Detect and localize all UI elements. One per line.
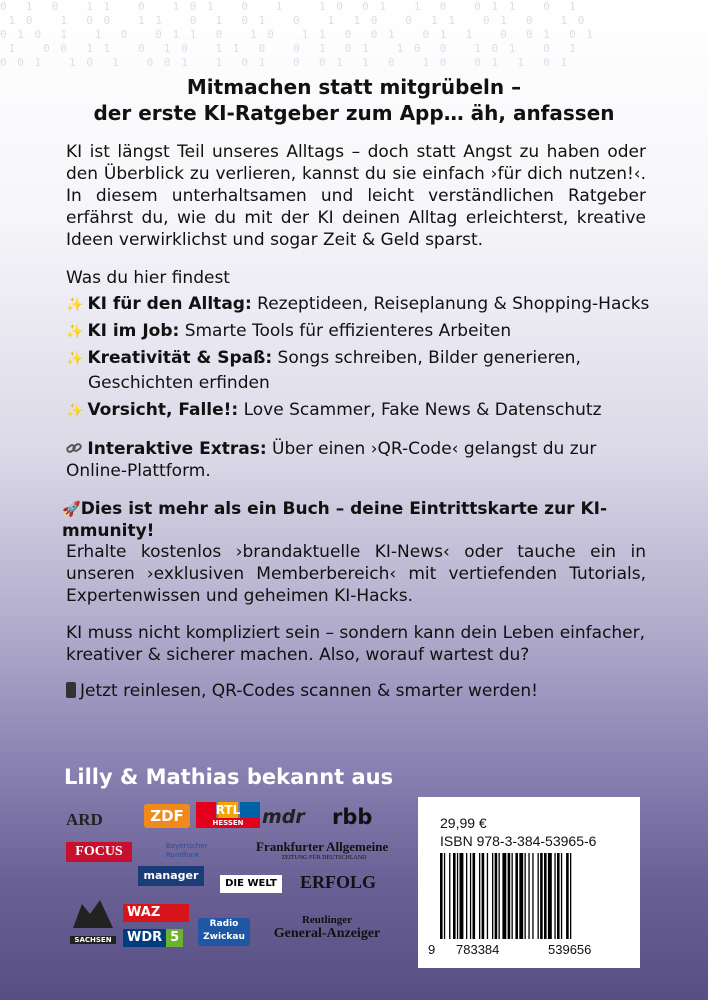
barcode-bar (466, 853, 467, 939)
bullet-bold: Vorsicht, Falle!: (87, 400, 239, 420)
barcode-first-digit: 9 (428, 942, 436, 957)
barcode-bar (482, 853, 485, 939)
cta-text: Jetzt reinlesen, QR-Codes scannen & smarter werden! (80, 681, 538, 701)
isbn: ISBN 978-3-384-53965-6 (440, 833, 597, 849)
faz-logo (256, 839, 392, 861)
barcode-bar (470, 853, 471, 939)
wdr-logo (123, 926, 185, 944)
faz-title: Frankfurter Allgemeine (256, 839, 389, 854)
intro-text: KI ist längst Teil unseres Alltags – doch statt Angst zu haben oder den Überblick zu verlieren, kannst du sie einfach ›für dich nutzen!‹. In diesem unterhaltsamen und leicht verständlichen Ratgeber erfährst du, wie du mit der KI deinen Alltag erleichterst, kreative Ideen verwirklichst und sogar Zeit & Geld sparst. (66, 142, 646, 250)
price: 29,99 € (440, 815, 487, 831)
bullet-bold: KI im Job: (87, 321, 180, 341)
barcode-bar (453, 853, 456, 939)
barcode-bar (492, 853, 493, 939)
reutlinger-line-1: Reutlinger (301, 914, 353, 926)
barcode-bar (449, 853, 450, 939)
headline-line-1: Mitmachen statt mitgrübeln – (186, 75, 522, 99)
barcode-bar (508, 853, 511, 939)
bullet-text: Love Scammer, Fake News & Datenschutz (238, 400, 602, 420)
barcode-group-2: 539656 (548, 942, 592, 957)
phone-icon (66, 682, 76, 698)
reutlinger-logo (262, 914, 392, 942)
sachsen-logo (70, 898, 116, 946)
barcode-bar (440, 853, 443, 939)
bullet-item (66, 399, 666, 422)
list-heading: Was du hier findest (66, 268, 230, 288)
bullet-item (66, 347, 666, 370)
bullet-continuation: Geschichten erfinden (88, 373, 270, 393)
barcode-bar (561, 853, 562, 939)
rtl-logo (196, 802, 260, 828)
barcode-bar (460, 853, 464, 939)
barcode-bar (532, 853, 533, 939)
bullet-bold: Kreativität & Spaß: (87, 348, 273, 368)
barcode-bar (525, 853, 526, 939)
ard-logo: ARD (66, 810, 103, 829)
barcode-bar (554, 853, 555, 939)
wdr-text: WDR (123, 929, 166, 947)
barcode-bar (538, 853, 539, 939)
price-barcode-box (418, 797, 640, 968)
headline (0, 74, 708, 126)
barcode-bar (444, 853, 445, 939)
sparkle-icon: ✨ (66, 403, 84, 419)
bullet-item (66, 293, 666, 316)
bullet-text: Songs schreiben, Bilder generieren, (272, 348, 581, 368)
wdr-number: 5 (166, 929, 183, 947)
barcode-bar (566, 853, 569, 939)
br-logo: Bayerischer Rundfunk (166, 842, 208, 859)
link-icon (66, 441, 82, 455)
sparkle-icon: ✨ (66, 351, 84, 367)
extras-paragraph (66, 438, 656, 482)
barcode-bar (495, 853, 498, 939)
barcode-bar (528, 853, 529, 939)
bullet-text: Smarte Tools für effizienteres Arbeiten (179, 321, 512, 341)
barcode-bar (544, 853, 547, 939)
headline-line-2: der erste KI-Ratgeber zum App… äh, anfassen (93, 101, 615, 125)
binary-code-decoration: 0 1 0 1 1 0 1 0 1 0 1 1 0 0 1 1 0 0 1 1 0 1 1 0 1 0 0 1 1 0 1 0 1 0 1 1 0 0 1 1 0 1 0 1 0 0 1 0 1 1 0 0 1 1 0 1 0 1 1 0 0 1 0 1 1 0 0 1 0 1 1 0 0 1 1 0 1 0 1 1 0 0 1 0 1 1 0 0 1 0 1 0 1 0 0 1 1 0 1 0 0 1 1 0 1 0 0 1 1 0 1 0 0 1 1 0 1 (0, 0, 595, 69)
community-text: Dies ist mehr als ein Buch – deine Eintrittskarte zur KI-mmunity! (62, 499, 608, 541)
rtl-sub: HESSEN (196, 818, 260, 828)
bullet-text: Rezeptideen, Reiseplanung & Shopping-Hacks (251, 294, 650, 314)
welt-logo: DIE WELT (220, 875, 282, 893)
barcode-bar (479, 853, 480, 939)
barcode-bar (557, 853, 560, 939)
waz-logo: WAZ (123, 904, 189, 922)
mdr-logo: mdr (262, 806, 305, 828)
sparkle-icon: ✨ (66, 324, 84, 340)
radio-zwickau-logo: Radio Zwickau (198, 918, 250, 946)
footer-title: Lilly & Mathias bekannt aus (64, 765, 394, 789)
extras-bold: Interaktive Extras: (87, 439, 267, 459)
rocket-icon: 🚀 (62, 500, 81, 518)
focus-logo: FOCUS (66, 842, 132, 862)
barcode-bar (487, 853, 488, 939)
cta-line (66, 680, 646, 702)
barcode-bar (512, 853, 513, 939)
extras-text: Über einen ›QR-Code‹ gelangst du zur Online-Plattform. (66, 439, 597, 481)
manager-logo: manager (138, 866, 204, 886)
bullet-bold: KI für den Alltag: (87, 294, 252, 314)
erfolg-logo: ERFOLG (300, 872, 377, 892)
barcode-bar (540, 853, 543, 939)
barcode-bar (515, 853, 518, 939)
bullet-item (66, 320, 666, 343)
barcode-bar (570, 853, 571, 939)
sparkle-icon: ✨ (66, 297, 84, 313)
barcode-bar (473, 853, 476, 939)
barcode-bar (499, 853, 500, 939)
member-text: Erhalte kostenlos ›brandaktuelle KI-News‹ oder tauche ein in unseren ›exklusiven Memberbereich‹ mit vertiefenden Tutorials, Expertenwissen und geheimen KI-Hacks. (66, 542, 646, 606)
barcode-bar (548, 853, 552, 939)
rtl-text: RTL (215, 803, 241, 817)
sachsen-text: SACHSEN (70, 936, 116, 944)
reutlinger-line-2: General-Anzeiger (273, 926, 381, 941)
closing-text: KI muss nicht kompliziert sein – sondern kann dein Leben einfacher, kreativer & sicherer machen. Also, worauf wartest du? (66, 623, 646, 665)
zdf-logo: ZDF (144, 804, 190, 828)
barcode-group-1: 783384 (456, 942, 500, 957)
barcode-bar (502, 853, 506, 939)
faz-sub: ZEITUNG FÜR DEUTSCHLAND (281, 855, 367, 861)
barcode-bar (519, 853, 523, 939)
rbb-logo: rbb (332, 805, 373, 829)
barcode (440, 853, 628, 939)
community-line (62, 498, 662, 542)
barcode-bar (457, 853, 458, 939)
